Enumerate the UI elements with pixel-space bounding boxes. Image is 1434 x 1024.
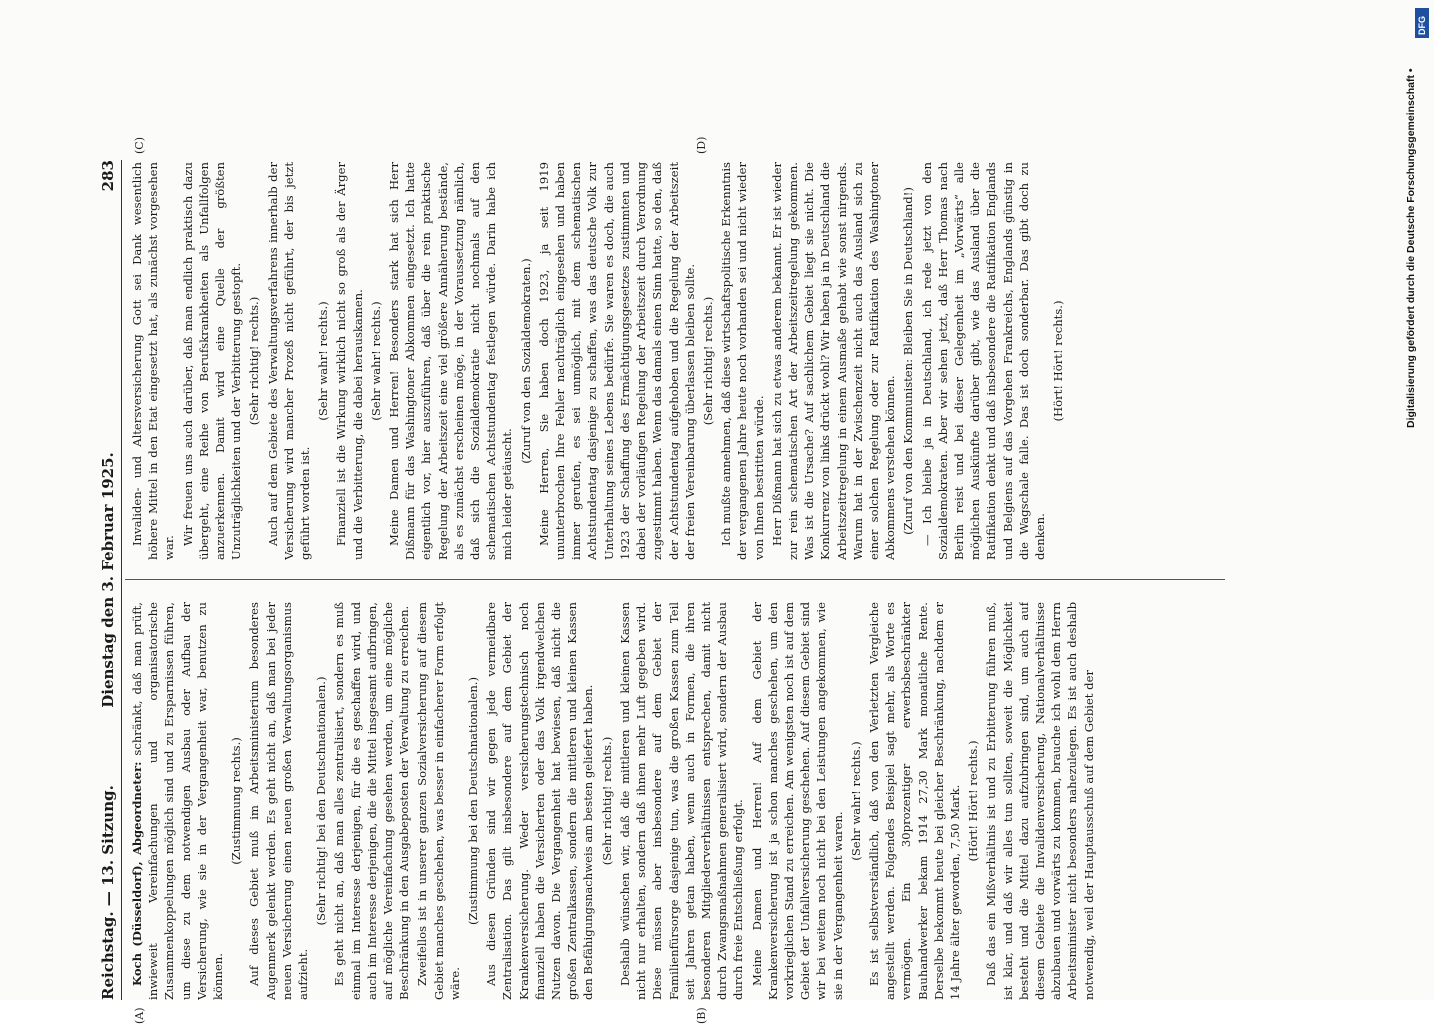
paragraph: Ich mußte annehmen, daß diese wirtschaftspolitische Erkenntnis der vergangenen Jahre heute noch vorhanden sei und nicht wieder von Ihnen bestritten würde.: [719, 162, 766, 560]
paragraph: Meine Damen und Herren! Auf dem Gebiet der Krankenversicherung ist ja schon manches geschehen, um den vorkrieglichen Stand zu erreichen. Am wenigsten noch ist auf dem Gebiet der Unfallversicherung geschehen. Auf diesem Gebiet sind wir bei weitem noch nicht bei den Leistungen angekommen, wie sie in der Vergangenheit waren.: [749, 602, 845, 1000]
paragraph: Es ist selbstverständlich, daß von den Verletzten Vergleiche angestellt werden. Folgendes Beispiel sagt mehr, als Worte es vermögen. Ein 30prozentiger erwerbsbeschränkter Bauhandwerker bekam 1914 27,30 Mark monatliche Rente. Derselbe bekommt heute bei gleicher Beschränkung, nachdem er 14 Jahre älter geworden, 7,50 Mark.: [866, 602, 962, 1000]
interjection: (Sehr richtig! rechts.): [247, 296, 262, 426]
interjection: (Hört! Hört! rechts.): [966, 740, 981, 862]
paragraph: Meine Damen und Herren! Besonders stark hat sich Herr Dißmann für das Washingtoner Abkommen eingesetzt. Ich hatte eigentlich vor, hier auszuführen, daß über die rein praktische Regelung der Arbeitszeit eine viel größere Annäherung bestände, als es zunächst erscheinen möge, in der Voraussetzung nämlich, daß sich die Sozialdemokratie nicht nochmals auf den schematischen Achtstundentag festlegen würde. Darin habe ich mich leider getäuscht.: [387, 162, 515, 560]
interjection: (Sehr richtig! rechts.): [599, 736, 614, 866]
margin-marker-c: (C): [133, 137, 146, 154]
interjection: (Zustimmung bei den Deutschnationalen.): [466, 676, 481, 926]
paragraph: Herr Dißmann hat sich zu etwas anderem bekannt. Er ist wieder zur rein schematischen Art der Arbeitszeitregelung gekommen. Was ist die Ursache? Auf sachlichem Gebiet liegt sie nicht. Die Konkurrenz von links drückt wohl? Wir haben ja in Deutschland die Arbeitszeitregelung in einem Ausmaße gehabt wie sonst nirgends. Warum hat in der Zwischenzeit nicht auch das Ausland sich zu einer solchen Regelung oder zur Ratifikation des Washingtoner Abkommens verstehen können.: [769, 162, 898, 560]
paragraph: Auf dieses Gebiet muß im Arbeitsministerium besonderes Augenmerk gelenkt werden. Es geht nicht an, daß man bei jeder neuen Versicherung einen neuen großen Verwaltungsorganismus aufzieht.: [247, 602, 311, 1000]
speaker-name: Koch (Düsseldorf), Abgeordneter:: [130, 761, 144, 986]
paragraph: Wir freuen uns auch darüber, daß man endlich praktisch dazu übergeht, eine Reihe von Berufskrankheiten als Unfallfolgen anzuerkennen. Damit wird eine Quelle der größten Unzuträglichkeiten und der Verbitterung gestopft.: [180, 162, 244, 560]
interjection: (Sehr richtig! rechts.): [700, 296, 715, 426]
paragraph: Finanziell ist die Wirkung wirklich nicht so groß als der Ärger und die Verbitterung, die dabei herauskamen.: [334, 162, 365, 560]
page-number: 283: [99, 160, 117, 192]
paragraph: Es geht nicht an, daß man alles zentralisiert, sondern es muß einmal im Interesse derjenigen, für die es geschaffen wird, und auch im Interesse derjenigen, die die Mittel insgesamt aufbringen, auf mögliche Vereinfachung gesehen werden, um eine mögliche Beschränkung in den Ausgabeposten der Verwaltung zu erreichen.: [332, 602, 412, 1000]
interjection: (Sehr wahr! rechts.): [316, 301, 331, 421]
paragraph: Meine Herren, Sie haben doch 1923, ja seit 1919 ununterbrochen Ihre Fehler nachträglich eingesehen und haben immer gerufen, es sei unmöglich, mit dem schematischen Achtstundentag dasjenige zu schaffen, was das deutsche Volk zur Unterhaltung seines Lebens bedürfe. Sie waren es doch, die auch 1923 der Schaffung des Ermächtigungsgesetzes zustimmten und dabei der vorläufigen Regelung der Arbeitszeit durch Verordnung zugestimmt haben. Wenn das damals einen Sinn hatte, so den, daß der Achtstundentag aufgehoben und die Regelung der Arbeitszeit der freien Vereinbarung überlassen bleiben sollte.: [536, 162, 697, 560]
column-divider: [125, 579, 1225, 580]
text-column-left: [129, 602, 1239, 1000]
header-left: Reichstag. — 13. Sitzung.: [99, 785, 117, 1000]
paragraph: Aus diesen Gründen sind wir gegen jede vermeidbare Zentralisation. Das gilt insbesondere auf dem Gebiet der Krankenversicherung. Weder versicherungstechnisch noch finanziell haben die Versicherten oder das Volk irgendwelchen Nutzen davon. Die Vergangenheit hat bewiesen, daß nicht die großen Zentralkassen, sondern die mittleren und kleinen Kassen den Befähigungsnachweis am besten geliefert haben.: [484, 602, 596, 1000]
rotated-page: [95, 136, 1255, 1024]
digitization-credit: [1405, 8, 1427, 428]
margin-marker-a: (A): [133, 1007, 146, 1024]
paragraph: Zweifellos ist in unserer ganzen Sozialversicherung auf diesem Gebiet manches geschehen, was besser in einfacherer Form erfolgt wäre.: [415, 602, 462, 1000]
interjection: (Sehr wahr! rechts.): [368, 301, 383, 421]
paragraph: — Ich bleibe ja in Deutschland, ich rede jetzt von den Sozialdemokraten. Aber wir sehen jetzt, daß Herr Thomas nach Berlin reist und bei dieser Gelegenheit im „Vorwärts“ alle möglichen Auskünfte darüber gibt, wie das Ausland über die Ratifikation denkt und daß insbesondere die Ratifikation Englands und Belgiens auf das Vorgehen Frankreichs, Englands günstig in die Wagschale falle. Das ist doch sonderbar. Das gibt doch zu denken.: [919, 162, 1047, 560]
interjection: (Zustimmung rechts.): [229, 737, 244, 865]
paragraph: Auch auf dem Gebiete des Verwaltungsverfahrens innerhalb der Versicherung wird mancher Prozeß nicht geführt, der bis jetzt geführt worden ist.: [265, 162, 313, 560]
header-center: Dienstag den 3. Februar 1925.: [99, 452, 117, 708]
text-column-right: [129, 162, 1239, 560]
margin-marker-d: (D): [695, 136, 708, 154]
interjection: (Zuruf von den Kommunisten: Bleiben Sie in Deutschland!): [901, 187, 916, 535]
dfg-logo: [1415, 8, 1429, 38]
credit-text: Digitalisierung gefördert durch die Deutsche Forschungsgemeinschaft •: [1405, 68, 1417, 428]
paragraph: Invaliden- und Altersversicherung Gott sei Dank wesentlich höhere Mittel in den Etat eingesetzt hat, als zunächst vorgesehen war.: [130, 162, 177, 560]
interjection: (Sehr richtig! bei den Deutschnationalen.): [314, 676, 329, 926]
dfg-logo-text: DFG: [1417, 16, 1427, 35]
page-header: [95, 160, 122, 1000]
paragraph: Daß das ein Mißverhältnis ist und zu Erbitterung führen muß, ist klar, und daß wir alles tun sollten, soweit die Möglichkeit besteht und die Mittel dazu aufzubringen sind, um auch auf diesem Gebiete die Invalidenversicherung, Nationalverhältnisse abzubauen und vorwärts zu kommen, brauche ich wohl dem Herrn Arbeitsminister nicht besonders nahezulegen. Es ist auch deshalb notwendig, weil der Hauptausschuß auf dem Gebiet der: [984, 602, 1096, 1000]
paragraph: Deshalb wünschen wir, daß die mittleren und kleinen Kassen nicht nur erhalten, sondern daß ihnen mehr Luft gegeben wird. Diese müssen aber insbesondere auf dem Gebiet der Familienfürsorge dasjenige tun, was die großen Kassen zum Teil seit Jahren getan haben, wenn auch in Formen, die ihren besonderen Mitgliederverhältnissen entsprechen, damit nicht durch Zwangsmaßnahmen generalisiert wird, sondern der Ausbau durch freie Entschließung erfolgt.: [617, 602, 746, 1000]
margin-marker-b: (B): [695, 1007, 708, 1024]
paragraph: schränkt, daß man prüft, inwieweit Vereinfachungen und organisatorische Zusammenkoppelungen möglich sind und zu Ersparnissen führen, um diese zu dem notwendigen Ausbau oder Aufbau der Versicherung, wie sie in der Vergangenheit war, benutzen zu können.: [130, 602, 226, 1000]
interjection: (Hört! Hört! rechts.): [1051, 300, 1066, 422]
interjection: (Sehr wahr! rechts.): [848, 741, 863, 861]
interjection: (Zuruf von den Sozialdemokraten.): [518, 258, 533, 464]
